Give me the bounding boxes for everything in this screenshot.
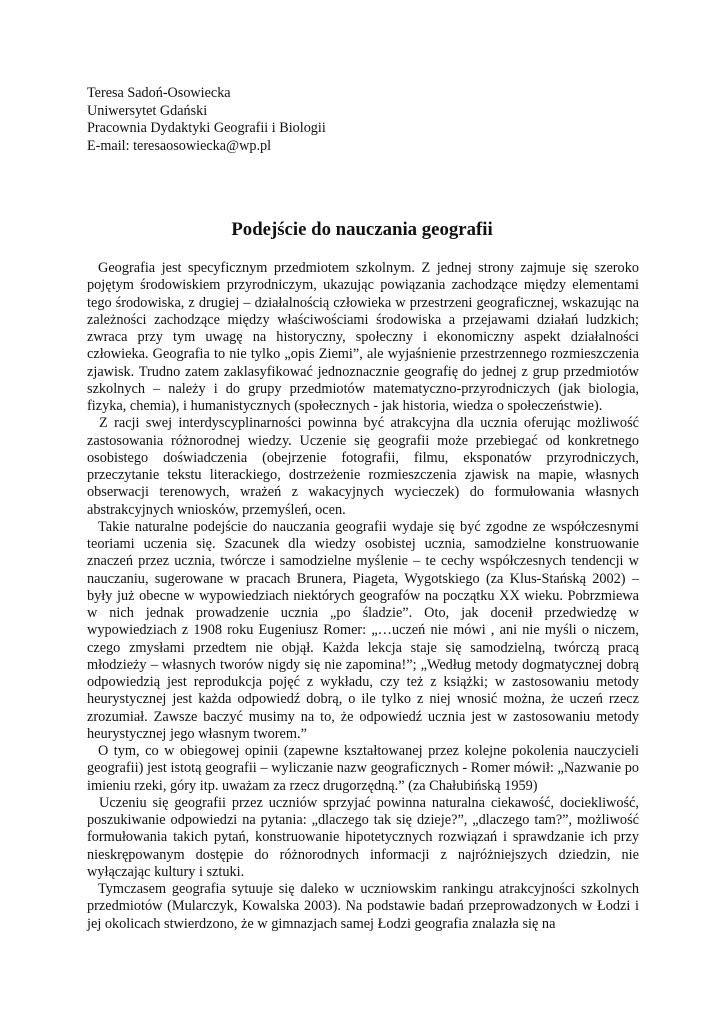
- author-email: E-mail: teresaosowiecka@wp.pl: [87, 137, 272, 154]
- paragraph: Tymczasem geografia sytuuje się daleko w uczniowskim rankingu atrakcyjności szkolnych przedmiotów (Mularczyk, Kowalska 2003). Na podstawie badań przeprowadzonych w Łodzi i jej okolicach stwierdzono, że w gimnazjach samej Łodzi geografia znalazła się na: [87, 881, 639, 932]
- author-university: Uniwersytet Gdański: [87, 102, 208, 119]
- paragraph: Uczeniu się geografii przez uczniów sprzyjać powinna naturalna ciekawość, dociekliwość, poszukiwanie odpowiedzi na pytania: „dlaczego tak się dzieje?”, „dlaczego tam?”, możliwość formułowania takich pytań, konstruowanie hipotetycznych rozwiązań i sprawdzanie ich przy nieskrępowanym dostępie do różnorodnych informacji z najróżniejszych dziedzin, nie wyłączając kultury i sztuki.: [87, 794, 639, 880]
- author-department: Pracownia Dydaktyki Geografii i Biologii: [87, 120, 326, 136]
- paragraph: Z racji swej interdyscyplinarności powinna być atrakcyjna dla ucznia oferując możliwość zastosowania różnorodnej wiedzy. Uczenie się geografii może przebiegać od konkretnego osobistego doświadczenia (obejrzenie fotografii, filmu, eksponatów przyrodniczych, przeczytanie tekstu literackiego, dostrzeżenie rozmieszczenia zjawisk na mapie, własnych obserwacji terenowych, wrażeń z wakacyjnych wycieczek) do formułowania własnych abstrakcyjnych wniosków, przemyśleń, ocen.: [87, 415, 639, 518]
- paragraph: Geografia jest specyficznym przedmiotem szkolnym. Z jednej strony zajmuje się szeroko pojętym środowiskiem przyrodniczym, ukazując powiązania zachodzące między elementami tego środowiska, z drugiej – działalnością człowieka w przestrzeni geograficznej, wskazując na zależności zachodzące między właściwościami środowiska a przejawami działań ludzkich; zwraca przy tym uwagę na historyczny, społeczny i ekonomiczny aspekt działalności człowieka. Geografia to nie tylko „opis Ziemi”, ale wyjaśnienie przestrzennego rozmieszczenia zjawisk. Trudno zatem zaklasyfikować jednoznacznie geografię do jednej z grup przedmiotów szkolnych – należy i do grupy przedmiotów matematyczno-przyrodniczych (jak biologia, fizyka, chemia), i humanistycznych (społecznych - jak historia, wiedza o społeczeństwie).: [87, 260, 639, 414]
- paragraph: O tym, co w obiegowej opinii (zapewne kształtowanej przez kolejne pokolenia nauczycieli geografii) jest istotą geografii – wyliczanie nazw geograficznych - Romer mówił: „Nazwanie po imieniu rzeki, góry itp. uważam za rzecz drugorzędną.” (za Chałubińską 1959): [87, 743, 639, 794]
- author-name: Teresa Sadoń-Osowiecka: [87, 85, 231, 101]
- page-title: Podejście do nauczania geografii: [231, 219, 493, 240]
- article-body: [87, 260, 639, 933]
- author-block: [87, 85, 326, 155]
- paragraph: Takie naturalne podejście do nauczania geografii wydaje się być zgodne ze współczesnymi teoriami uczenia się. Szacunek dla wiedzy osobistej ucznia, samodzielne konstruowanie znaczeń przez ucznia, twórcze i samodzielne myślenie – te cechy współczesnych tendencji w nauczaniu, sugerowane w pracach Brunera, Piageta, Wygotskiego (za Klus-Stańską 2002) – były już obecne w wypowiedziach niektórych geografów na początku XX wieku. Pobrzmiewa w nich jednak prowadzenie ucznia „po śladzie”. Oto, jak docenił przedwiedzę w wypowiedziach z 1908 roku Eugeniusz Romer: „…uczeń nie mówi , ani nie myśli o niczem, czego zmysłami przedtem nie objął. Każda lekcja staje się samodzielną, twórczą pracą młodzieży – własnych tworów nigdy się nie zapomina!”; „Według metody dogmatycznej dobrą odpowiedzią jest reprodukcja pojęć z wykładu, czy też z książki; w zastosowaniu metody heurystycznej jest każda odpowiedź dobrą, o ile tylko z niej wnosić można, że uczeń rzecz zrozumiał. Zawsze baczyć musimy na to, że odpowiedź ucznia jest w zastosowaniu metody heurystycznej jego własnym tworem.”: [87, 518, 639, 742]
